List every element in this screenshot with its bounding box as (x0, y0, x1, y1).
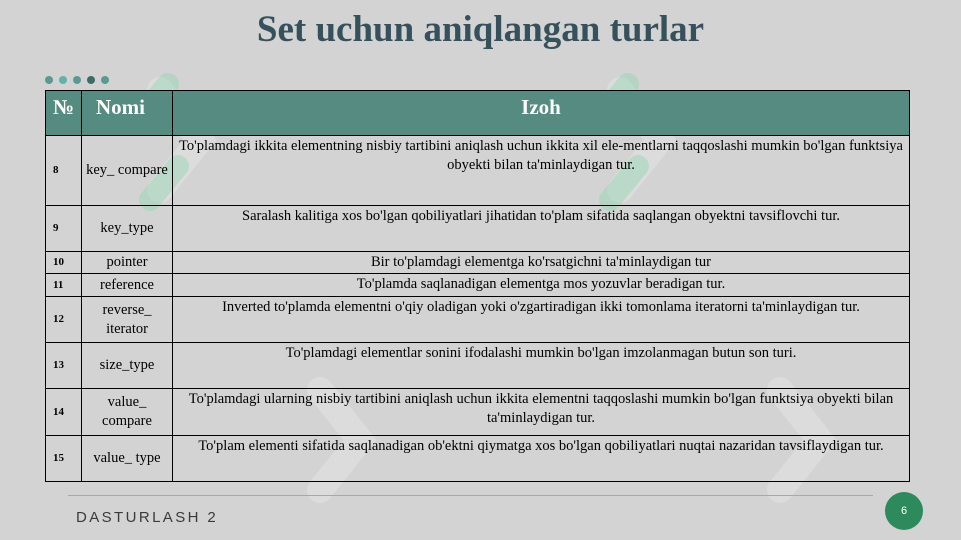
header-number: № (46, 91, 82, 136)
table-row (46, 343, 910, 389)
table-row (46, 297, 910, 343)
table-row (46, 436, 910, 482)
row-number: 8 (46, 136, 82, 206)
table-row (46, 274, 910, 297)
row-description: Bir to'plamdagi elementga ko'rsatgichni ta'minlaydigan tur (173, 252, 910, 274)
slide-title: Set uchun aniqlangan turlar (256, 9, 705, 50)
dot (45, 76, 53, 84)
row-name: reference (82, 274, 173, 297)
footer-divider (68, 495, 873, 496)
row-name: key_ compare (82, 136, 173, 206)
table-row (46, 389, 910, 436)
dot (59, 76, 67, 84)
row-description: To'plamdagi ularning nisbiy tartibini aniqlash uchun ikkita elementni taqqoslashi mumkin bo'lgan funktsiya obyekti bilan ta'minlaydigan tur. (173, 389, 910, 436)
row-name: size_type (82, 343, 173, 389)
row-number: 9 (46, 206, 82, 252)
decorative-dots (45, 76, 109, 84)
row-description: To'plamdagi ikkita elementning nisbiy tartibini aniqlash uchun ikkita xil ele-mentlarni taqqoslashi mumkin bo'lgan funktsiya obyekti bilan ta'minlaydigan tur. (173, 136, 910, 206)
row-number: 15 (46, 436, 82, 482)
dot (101, 76, 109, 84)
row-name: value_ compare (82, 389, 173, 436)
row-number: 10 (46, 252, 82, 274)
row-number: 12 (46, 297, 82, 343)
row-description: Saralash kalitiga xos bo'lgan qobiliyatlari jihatidan to'plam sifatida saqlangan obyektni tavsiflovchi tur. (173, 206, 910, 252)
row-number: 13 (46, 343, 82, 389)
row-name: reverse_ iterator (82, 297, 173, 343)
row-name: pointer (82, 252, 173, 274)
table-row (46, 136, 910, 206)
header-name: Nomi (82, 91, 173, 136)
table-row (46, 252, 910, 274)
dot (87, 76, 95, 84)
table-row (46, 206, 910, 252)
row-description: To'plamdagi elementlar sonini ifodalashi mumkin bo'lgan imzolanmagan butun son turi. (173, 343, 910, 389)
row-description: To'plamda saqlanadigan elementga mos yozuvlar beradigan tur. (173, 274, 910, 297)
header-description: Izoh (173, 91, 910, 136)
row-name: value_ type (82, 436, 173, 482)
dot (73, 76, 81, 84)
row-description: Inverted to'plamda elementni o'qiy oladigan yoki o'zgartiradigan ikki tomonlama iteratorni ta'minlaydigan tur. (173, 297, 910, 343)
row-number: 14 (46, 389, 82, 436)
row-description: To'plam elementi sifatida saqlanadigan ob'ektni qiymatga xos bo'lgan qobiliyatlari nuqtai nazaridan tavsiflaydigan tur. (173, 436, 910, 482)
row-name: key_type (82, 206, 173, 252)
row-number: 11 (46, 274, 82, 297)
footer-course-name: DASTURLASH 2 (76, 509, 219, 526)
types-table (45, 90, 910, 482)
table-header-row (46, 91, 910, 136)
page-number-badge: 6 (885, 492, 923, 530)
